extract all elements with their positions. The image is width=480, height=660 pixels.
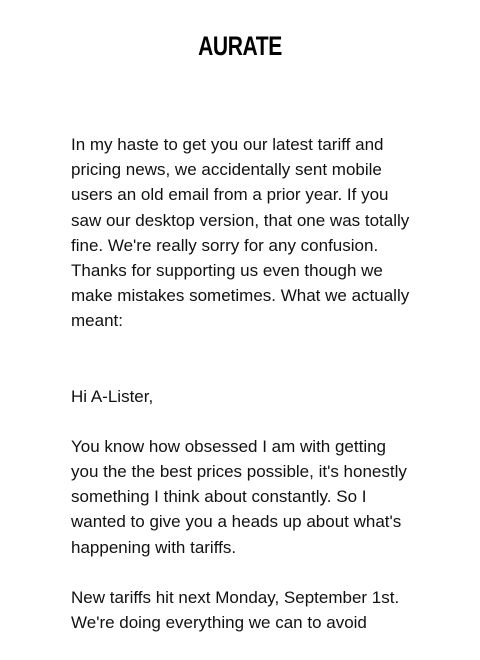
intro-paragraph: In my haste to get you our latest tariff and pricing news, we accidentally sent mobile users an old email from a prior year. If you saw our desktop version, that one was totally fine. We're really sorry for any confusion. Thanks for supporting us even though we make mistakes sometimes. What we actually meant: <box>71 135 410 331</box>
body-paragraph-1: You know how obsessed I am with getting you the the best prices possible, it's honestly something I think about constantly. So I wanted to give you a heads up about what's happening with tariffs. <box>71 436 407 557</box>
body-paragraph-2: New tariffs hit next Monday, September 1st. We're doing everything we can to avoid <box>71 587 400 633</box>
email-body <box>71 132 411 660</box>
greeting: Hi A-Lister, <box>71 386 154 406</box>
brand-logo[interactable]: AURATE <box>198 31 282 61</box>
